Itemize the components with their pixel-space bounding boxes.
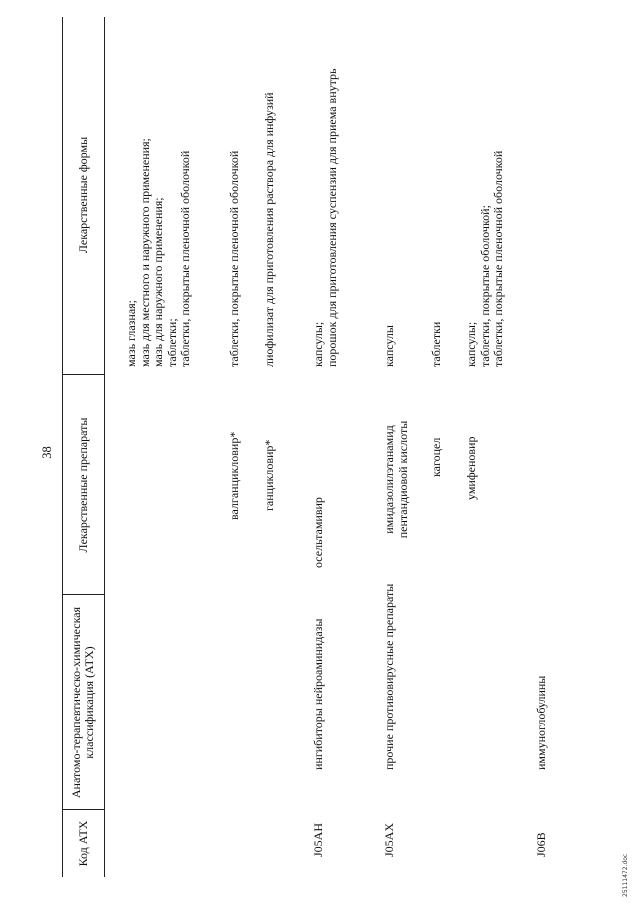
form-item: лиофилизат для приготовления раствора для инфузий: [262, 92, 276, 367]
form-item: порошок для приготовления суспензии для приема внутрь: [324, 68, 339, 367]
form-item: таблетки, покрытые пленочной оболочкой: [491, 150, 505, 367]
forms-cell: [465, 151, 506, 367]
form-item: таблетки;: [164, 318, 179, 367]
atc-code: J05AX: [382, 822, 396, 857]
drug-name: умифеновир: [464, 436, 478, 500]
form-item: мазь для местного и наружного применения;: [137, 138, 152, 367]
forms-cell: [312, 68, 339, 367]
atc-code: J05AH: [311, 822, 325, 857]
atc-classification: ингибиторы нейроаминидазы: [311, 618, 325, 770]
drug-name: осельтамивир: [311, 497, 325, 568]
drug-name: валганцикловир*: [227, 431, 241, 520]
form-item: капсулы: [382, 325, 396, 367]
column-divider: [62, 594, 104, 595]
form-item: таблетки, покрытые пленочной оболочкой: [178, 150, 192, 367]
form-item: капсулы;: [464, 321, 478, 367]
header-classification: Анатомо-терапевтическо-химическая классификация (АТХ): [69, 606, 96, 799]
page-number: 38: [40, 446, 54, 459]
column-divider: [62, 374, 104, 375]
atc-classification: прочие противовирусные препараты: [382, 583, 396, 770]
form-item: таблетки, покрытые пленочной оболочкой: [227, 150, 241, 367]
table-header-bottom-rule: [104, 17, 105, 877]
form-item: таблетки: [429, 321, 443, 367]
drug-name: ганцикловир*: [262, 439, 276, 511]
form-item: капсулы;: [311, 321, 325, 367]
atc-classification: иммуноглобулины: [534, 675, 548, 770]
form-item: мазь для наружного применения;: [151, 197, 165, 367]
header-code: Код АТХ: [75, 820, 90, 867]
drug-name: кагоцел: [429, 437, 443, 477]
atc-code: J06B: [534, 832, 548, 857]
form-item: мазь глазная;: [124, 299, 138, 367]
form-item: таблетки, покрытые оболочкой;: [477, 205, 492, 367]
forms-cell: [125, 138, 193, 367]
document-filename: 25111472.doc: [622, 853, 629, 897]
header-drugs: Лекарственные препараты: [75, 417, 90, 553]
drug-name: имидазолилэтанамид пентандиовой кислоты: [382, 420, 410, 539]
header-forms: Лекарственные формы: [75, 136, 90, 254]
